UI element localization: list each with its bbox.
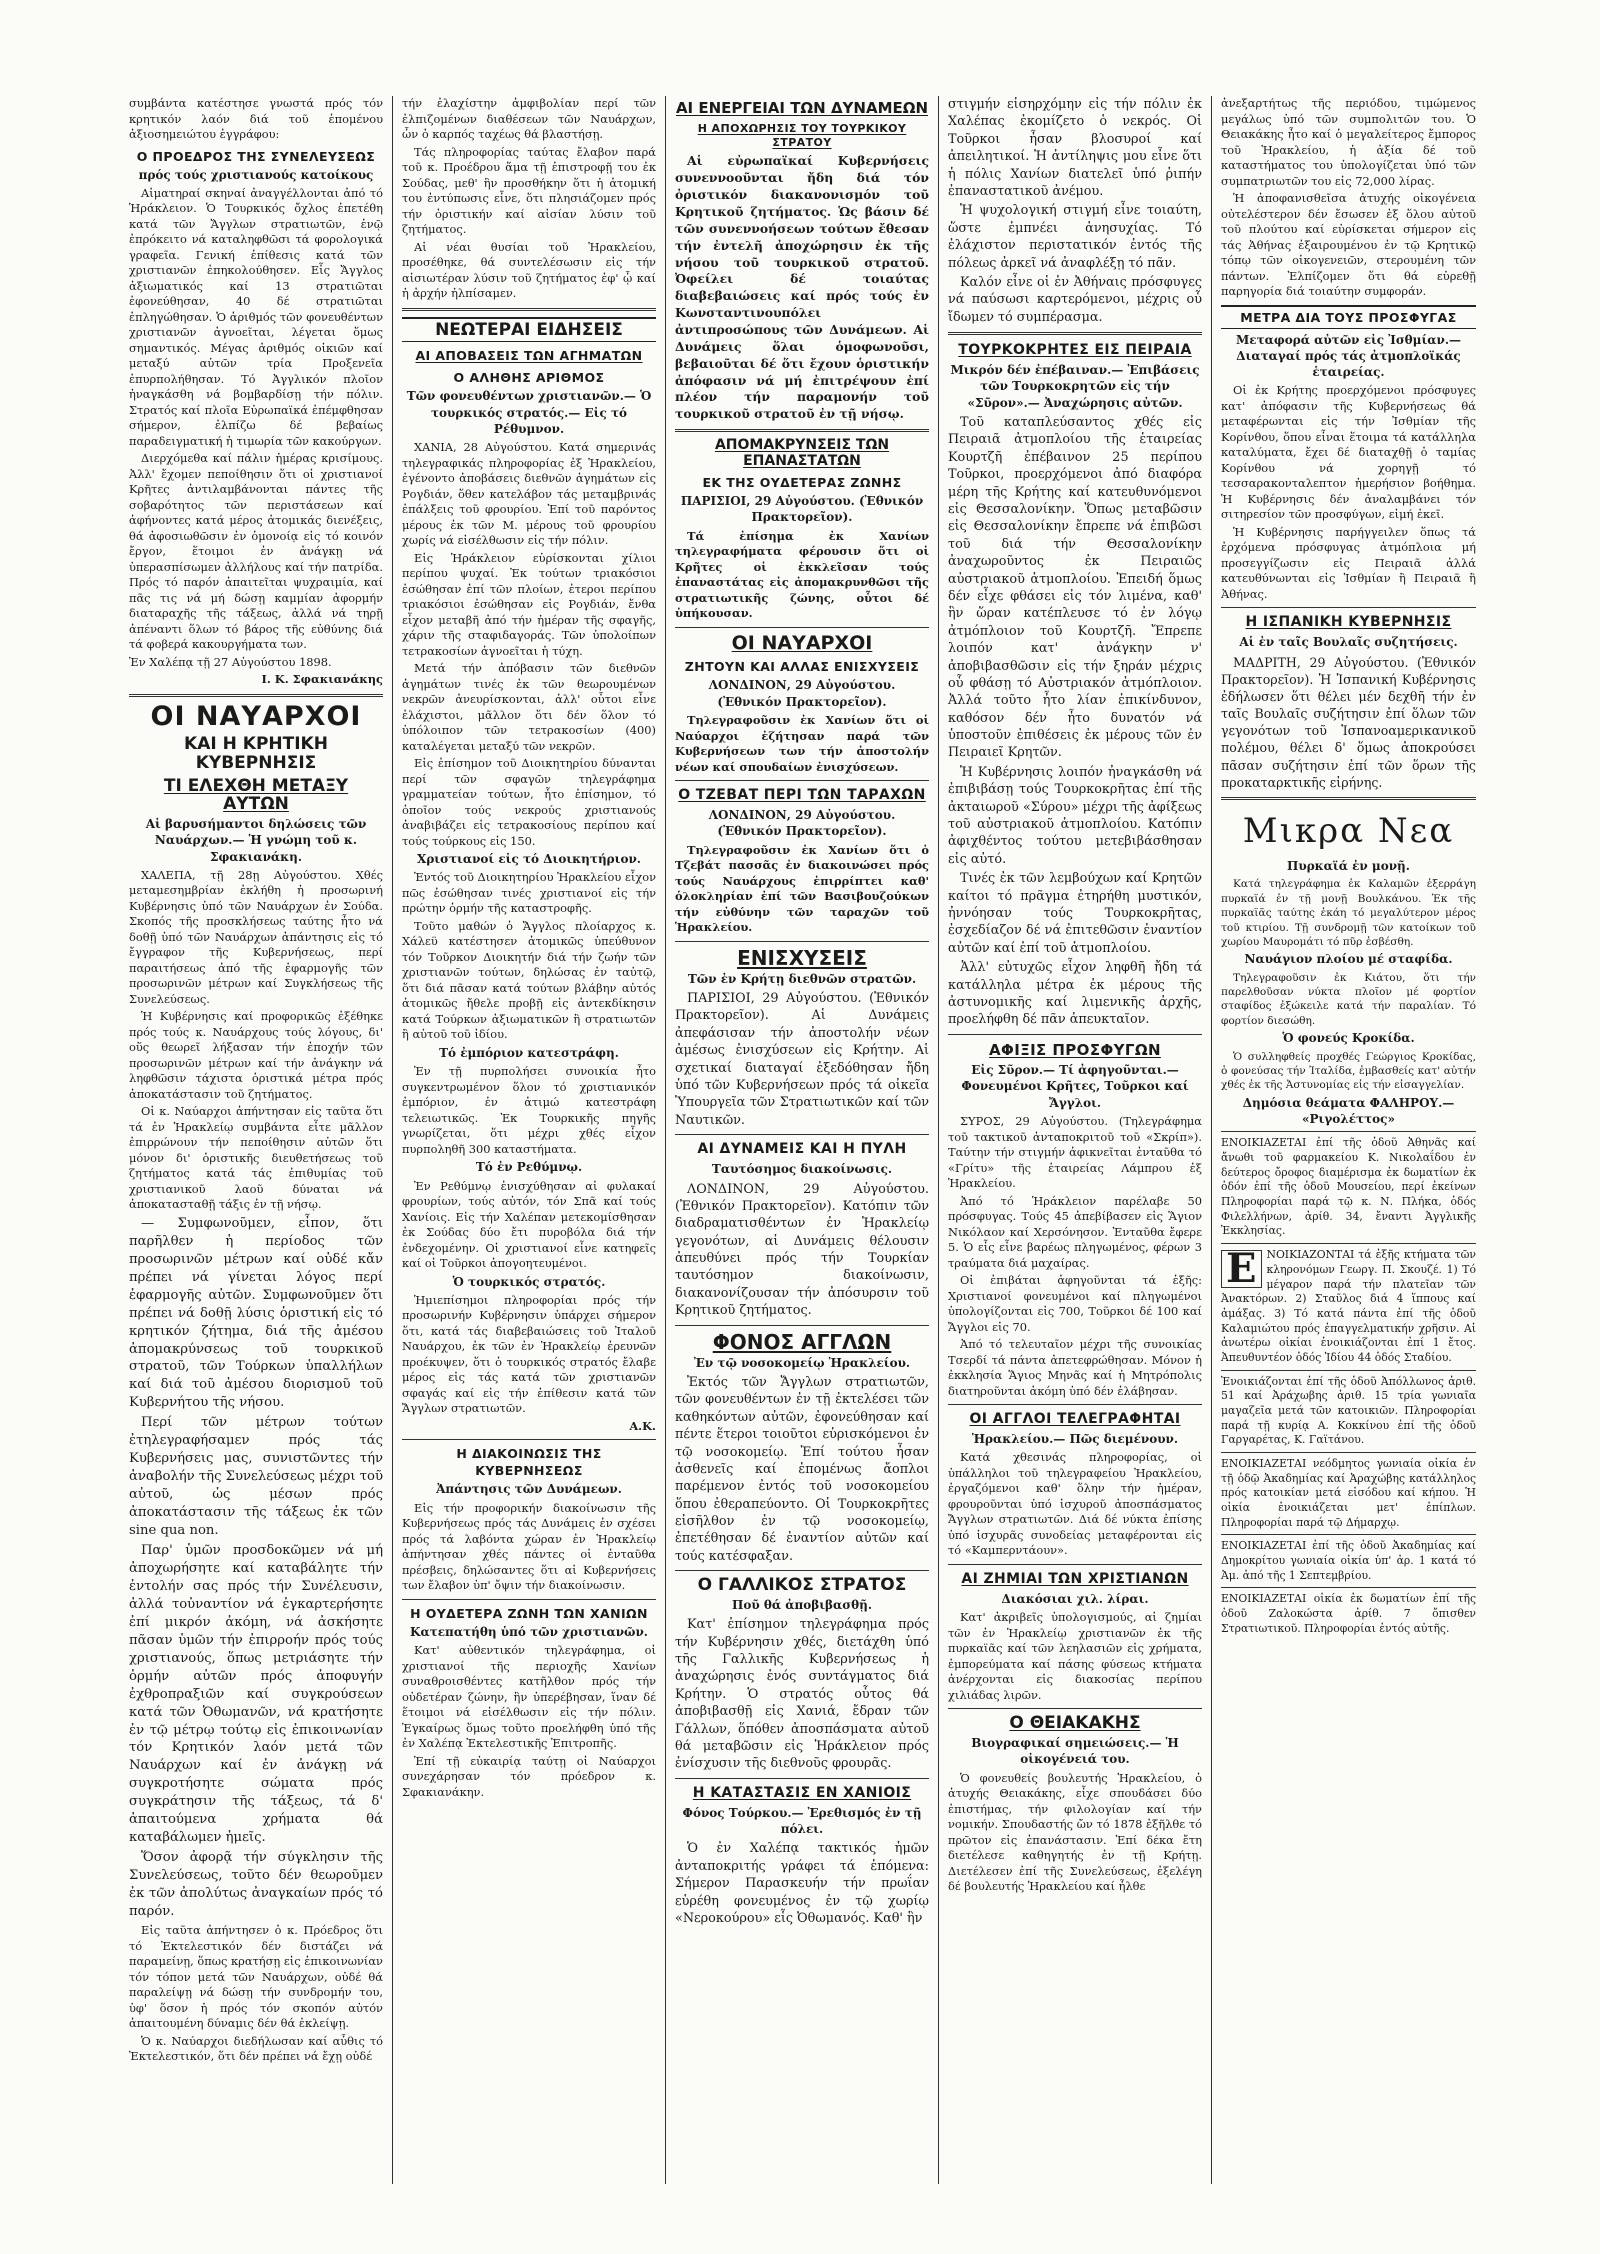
paragraph: τήν ἐλαχίστην ἀμφιβολίαν περί τῶν ἐλπιζομένων διαθέσεων τῶν Ναυάρχων, ὧν ὁ καρπός ταχέως θά βλαστήσῃ. — [402, 96, 656, 141]
paragraph: Ἐν τῇ πυρπολήσει συνοικία ἦτο συγκεντρωμένον ὅλον τό χριστιανικόν ἐμπόριον, ἐν ἀτιμώ κατεστράφη τελειωτικῶς. Ἐκ Τουρκικῆς πηγῆς γνωρίζεται, ὅτι μέχρι χθές εἶχον πυρποληθῆ 300 καταστήματα. — [402, 1064, 656, 1156]
paragraph: Διερχόμεθα καί πάλιν ἡμέρας κρισίμους. Ἀλλ' ἔχομεν πεποίθησιν ὅτι οἱ χριστιανοί Κρῆτες ἀντιλαμβάνονται πάντες τῆς σοβαρότητος τῶν περιστάσεων καί ἀφήνοντες κατά μέρος ἀτομικάς διενέξεις, θά ἀφοσιωθῶσιν ἐν ὁμονοίᾳ εἰς τό κοινόν ἔργον, ἕτοιμοι ἐν ἀνάγκῃ νά ὑπερασπίσωμεν ἀλλήλους καί τήν πατρίδα. Πρός τό παρόν ἀπαιτεῖται ψυχραιμία, καί πᾶς τις νά μή δώσῃ καμμίαν ἀφορμήν διαταραχῆς τῆς τάξεως, ἀλλά νά τηρῇ ἀπέναντι ὅλων τό βάρος τῆς εὐθύνης διά τά φοβερά κακουργήματα των. — [129, 451, 383, 652]
paragraph: Ἐν Ρεθύμνῳ ἐνισχύθησαν αἱ φυλακαί φρουρίων, τούς αὐτόν, τόν Σπᾶ καί τούς Χανίοις. Εἰς τήν Χαλέπαν μετεκομίσθησαν ἐκ Σούδας δύο ἔτι πυροβόλα διά τήν ἐνδεχομένην. Οἱ χριστιανοί εἶνε κατηφεῖς καί οἱ Τοῦρκοι ἀπογοητευμένοι. — [402, 1178, 656, 1271]
paragraph: ΠΑΡΙΣΙΟΙ, 29 Αὐγούστου. (Ἐθνικόν Πρακτορεῖον). Αἱ Δυνάμεις ἀπεφάσισαν τήν ἀποστολήν νέων ἀμέσως ἐνισχύσεων εἰς Κρήτην. Αἱ σχετικαί διαταγαί ἐξεδόθησαν ἤδη ὑπό τῶν Κυβερνήσεων πρός τά οἰκεῖα Ὑπουργεῖα τῶν Στρατιωτικῶν καί τῶν Ναυτικῶν. — [675, 991, 929, 1128]
headline: ΑΙ ΔΥΝΑΜΕΙΣ ΚΑΙ Η ΠΥΛΗ — [697, 1141, 907, 1158]
signature-name: Ι. Κ. Σφακιανάκης — [261, 672, 383, 687]
headline: ΟΙ ΝΑΥΑΡΧΟΙ — [150, 700, 362, 732]
paragraph: Τηλεγραφοῦσιν ἐκ Χανίων ὅτι οἱ Ναύαρχοι ἐζήτησαν παρά τῶν Κυβερνήσεων των τήν ἀποστολήν νέων καί σπουδαίων ἐνισχύσεων. — [675, 713, 929, 774]
headline: ΤΟΥΡΚΟΚΡΗΤΕΣ ΕΙΣ ΠΕΙΡΑΙΑ — [958, 342, 1192, 359]
ad-text: ΕΝΟΙΚΙΑΖΕΤΑΙ νεόδμητος γωνιαία οἰκία ἐν τῇ ὁδῷ Ἀκαδημίας καί Ἀραχώβης κατάλληλος πρός κατοικίαν μετά εἰσόδου καί κήπου. Ἡ οἰκία ἐνοικιάζεται μετ' ἐπίπλων. Πληροφορίαι παρά τῷ Δήμαρχῳ. — [1221, 1456, 1476, 1529]
paragraph: ΧΑΛΕΠΑ, τῇ 28ῃ Αὐγούστου. Χθές μεταμεσημβρίαν ἐκλήθη ἡ προσωρινή Κυβέρνησις ὑπό τῶν Ναυάρχων ἐν Σούδα. Σκοπός τῆς προσκλήσεως ταύτης ἦτο νά δοθῇ ὑπό τῶν Ναυάρχων ἀπάντησις εἰς τό ἔγγραφον τῆς Κυβερνήσεως, περί παραιτήσεως ἀπό τῆς ἐφαρμογῆς τῶν προσωρινῶν μέτρων καί Συγκλήσεως τῆς Συνελεύσεως. — [129, 867, 383, 1006]
paragraph: ΧΑΝΙΑ, 28 Αὐγούστου. Κατά σημερινάς τηλεγραφικάς πληροφορίας ἐξ Ἡρακλείου, ἐγένοντο ἀποβάσεις διεθνῶν ἀγημάτων εἰς Ρογδιάν, ὅθεν κατελάβον τάς μεταμβρινάς ἐπάλξεις τοῦ φρουρίου. Ἐπί τοῦ παρόντος μέρους ἐκ τῶν Μ. μέρους τοῦ φρουρίου χωρίς νά εἰσέλθωσιν εἰς τήν πόλιν. — [402, 440, 656, 548]
section-title: Μικρα Νεα — [1242, 810, 1455, 851]
paragraph: Ὁ ἐν Χαλέπᾳ τακτικός ἡμῶν ἀνταποκριτής γράφει τά ἑπόμενα: Σήμερον Παρασκευήν τήν πρωΐαν εὑρέθη φονευμένος ἐν τῷ χωρίῳ «Νεροκούρου» εἷς Ὀθωμανός. Καθ' ἣν — [675, 1841, 929, 1926]
divider — [675, 1325, 929, 1326]
subheadline: Ὁ φονεύς Κροκίδα. — [1282, 1031, 1415, 1046]
divider — [948, 1708, 1202, 1709]
paragraph: Περί τῶν μέτρων τούτων ἐτηλεγραφήσαμεν πρός τάς Κυβερνήσεις μας, συνιστῶντες τήν ἀναβολήν τῆς Συνελεύσεως μέχρι τοῦ αὐτοῦ, ὡς μέσων πρός ἀποκατάστασιν τῆς τάξεως ἐκ τῶν sine qua non. — [129, 1415, 383, 1539]
paragraph: Καλόν εἶνε οἱ ἐν Ἀθήναις πρόσφυγες νά παύσωσι καρτερόμενοι, μέχρις οὗ ἴδωμεν τό συμπέρασμα. — [948, 274, 1202, 325]
classified-ad — [1221, 1243, 1476, 1365]
paragraph: Εἰς τήν προφορικήν διακοίνωσιν τῆς Κυβερνήσεως πρός τάς Δυνάμεις ἐν σχέσει πρός τά λαβόντα χώραν ἐν Ἡρακλείῳ ἀπήντησαν χθές πάντες οἱ ἐνταῦθα πρέσβεις, δηλώσαντες ὅτι αἱ Κυβερνήσεις των ἔλαβον ὑπ' ὄψιν τήν διακοίνωσιν. — [402, 1500, 656, 1593]
paragraph: ΛΟΝΔΙΝΟΝ, 29 Αὐγούστου. (Ἐθνικόν Πρακτορεῖον). Κατόπιν τῶν διαδραματισθέντων ἐν Ἡρακλείῳ γεγονότων, αἱ Δυνάμεις θέλουσιν ἀπευθύνει πρός τήν Τουρκίαν ταυτόσημον διακοίνωσιν, διακανονίζουσαν τήν ἀπόσυρσιν τοῦ Κρητικοῦ ζητήματος. — [675, 1181, 929, 1319]
paragraph: Ἡ Κυβέρνησις παρήγγειλεν ὅπως τά ἐρχόμενα πρόσφυγας ἀτμόπλοια μή προσεγγίζωσιν εἰς Πειραιᾶ ἀλλά κατευθύνωνται εἰς Ἰσθμίαν ἢ Πειραιᾶ ἢ Ἀθήνας. — [1221, 524, 1476, 601]
paragraph: συμβάντα κατέστησε γνωστά πρός τόν κρητικόν λαόν διά τοῦ ἑπομένου ἀξιοσημειώτου ἐγγράφου: — [129, 96, 383, 141]
divider — [675, 429, 929, 432]
divider — [675, 1570, 929, 1571]
paragraph: Ὁ κ. Ναύαρχοι διεδήλωσαν καί αὖθις τό Ἐκτελεστικόν, ὅτι δέν πρέπει νά ἔχῃ οὐδέ — [129, 2033, 383, 2064]
paragraph: Τινές ἐκ τῶν λεμβούχων καί Κρητῶν καίτοι τό πρᾶγμα ἐτηρήθη μυστικόν, ἠννόησαν τούς Τουρκοκρῆτας, ἐσχεδίαζον δέ νά ἐπιτεθῶσιν ἐναντίον αὐτῶν καί ἐπί τοῦ ἀτμοπλοίου. — [948, 871, 1202, 956]
headline: ΑΙ ΖΗΜΙΑΙ ΤΩΝ ΧΡΙΣΤΙΑΝΩΝ — [961, 1570, 1189, 1587]
classified-ad — [1221, 1370, 1476, 1448]
divider — [402, 1599, 656, 1600]
subheadline: Διακόσιαι χιλ. λίραι. — [1001, 1591, 1149, 1606]
divider — [948, 1034, 1202, 1035]
headline: ΜΕΤΡΑ ΔΙΑ ΤΟΥΣ ΠΡΟΣΦΥΓΑΣ — [1221, 305, 1476, 329]
paragraph: Κατ' ἐπίσημον τηλεγράφημα πρός τήν Κυβέρνησιν χθές, διετάχθη ὑπό τῆς Γαλλικῆς Κυβερνήσεως ἡ ἀναχώρησις ἑνός συντάγματος διά Κρήτην. Ὁ στρατός οὗτος θά ἀποβιβασθῇ εἰς Χανιά, ἔδραν τῶν Γάλλων, ὅπόθεν ἀποσπάσματα αὐτοῦ θά μεταβῶσιν εἰς Ἡράκλειον πρός ἐνίσχυσιν τῆς διεθνοῦς φρουρᾶς. — [675, 1617, 929, 1772]
paragraph: Οἱ ἐπιβάται ἀφηγοῦνται τά ἑξῆς: Χριστιανοί φονευμένοι καί πληγωμένοι ὑπολογίζονται εἰς 700, Τοῦρκοι δέ 100 καί Ἄγγλοι εἰς 70. — [948, 1273, 1202, 1334]
paragraph: Τάς πληροφορίας ταύτας ἔλαβον παρά τοῦ κ. Προέδρου ἅμα τῇ ἐπιστροφῇ του ἐκ Σούδας, μεθ' ἣν προσθήκην ὅτι ἡ ἀτομική του ἐντύπωσις εἶνε, ὅτι πλησιάζομεν πρός τήν ὁριστικήν καί αἰσίαν λύσιν τοῦ ζητήματος. — [402, 144, 656, 236]
subheadline: Κατεπατήθη ὑπό τῶν χριστιανῶν. — [410, 1624, 648, 1639]
paragraph: Ἡ ψυχολογική στιγμή εἶνε τοιαύτη, ὥστε ἐμπνέει ἀνησυχίας. Τό ἐλάχιστον περιστατικόν ἐντός τῆς πόλεως ἀρκεῖ νά ἀναφλέξῃ τό πᾶν. — [948, 203, 1202, 271]
paragraph: Ἀπό τό τελευταῖον μέχρι τῆς συνοικίας Τσερδί τά πάντα ἀπετεφρώθησαν. Μόνον ἡ ἐκκλησία Ἅγιος Μηνᾶς καί ἡ Μητρόπολις διατηροῦνται ἀκόμη ὑπό δέν ἐλάβησαν. — [948, 1337, 1202, 1398]
signature-date: Ἐν Χαλέπᾳ τῇ 27 Αὐγούστου 1898. — [129, 654, 332, 669]
divider — [129, 694, 383, 697]
paragraph: Αἱ εὐρωπαϊκαί Κυβερνήσεις συνεννοοῦνται ἤδη διά τόν ὁριστικόν διακανονισμόν τοῦ Κρητικοῦ ζητήματος. Ὡς βάσιν δέ τῶν συνεννοήσεων τούτων ἔθεσαν τήν ἐντελῆ ἀποχώρησιν ἐκ τῆς νήσου τοῦ τουρκικοῦ στρατοῦ. Ὀφείλει δέ τοιαύτας διαβεβαιώσεις καί πρός τούς ἐν Κωνσταντινουπόλει ἀντιπροσώπους τῶν Δυνάμεων. Αἱ Δυνάμεις ὅλαι ὁμοφωνοῦσι, βεβαιοῦται δέ ὅτι ἔχουν ὁριστικήν ἀπόφασιν νά μή ἐπιτρέψουν ἐπί πλέον τήν παραμονήν τοῦ τουρκικοῦ στρατοῦ ἐν τῇ νήσῳ. — [675, 153, 929, 422]
paragraph: Εἰς Ἡράκλειον εὑρίσκονται χίλιοι περίπου ψυχαί. Ἐκ τούτων τριακόσιοι ἐσώθησαν ἐπί τῶν πλοίων, ἐτεροι περίπου τριακόσιοι ἐσώθησαν εἰς Ρογδιάν, ἔνθα εἶχον μεταβῆ ἀπό τήν ἡμέραν τῆς σφαγῆς, χάριν τῆς σταφιδαγοράς. Τῶν ὑπολοίπων τετρακοσίων ἀγνοεῖται ἡ τύχη. — [402, 550, 656, 658]
headline: ΑΙ ΑΠΟΒΑΣΕΙΣ ΤΩΝ ΑΓΗΜΑΤΩΝ — [415, 348, 643, 364]
classified-ad — [1221, 1452, 1476, 1530]
subheadline: Αἱ ἐν ταῖς Βουλαῖς συζητήσεις. — [1239, 635, 1458, 650]
classified-ad — [1221, 1587, 1476, 1636]
subheadline: Αἱ βαρυσήμαντοι δηλώσεις τῶν Ναυάρχων.— Ἡ γνώμη τοῦ κ. Σφακιανάκη. — [145, 816, 367, 864]
paragraph: Ὁ φονευθείς βουλευτής Ἡρακλείου, ὁ ἀτυχής Θειακάκης, εἶχε σπουδάσει δύο ἐπιστήμας, τήν φιλολογίαν καί τήν νομικήν. Σπουδαστής ὤν τό 1878 ἐξῆλθε τό πρῶτον εἰς ἐπανάστασιν. Ἐπί δέκα ἔτη διετέλεσε καθηγητής ἐν τῇ Κρήτῃ. Διετέλεσεν ἐπί τῆς Συνελεύσεως, ἐξελέγη δέ βουλευτής Ἡρακλείου καί ἦλθε — [948, 1770, 1202, 1894]
subheadline: Ἐν τῷ νοσοκομείῳ Ἡρακλείου. — [693, 1355, 911, 1370]
paragraph: στιγμήν εἰσηρχόμην εἰς τήν πόλιν ἐκ Χαλέπας ἐκομίζετο ὁ νεκρός. Οἱ Τοῦρκοι ἦσαν βλοσυροί καί ἀπειλητικοί. Ἡ ἀντίληψις μου εἶνε ὅτι ἡ πόλις Χανίων διατελεῖ ὑπό ῥιπήν ἐπαναστατικοῦ ἀνέμου. — [948, 97, 1202, 199]
paragraph: Ἡμιεπίσημοι πληροφορίαι πρός τήν προσωρινήν Κυβέρνησιν ὑπάρχει σήμερον ὅτι, κατά τάς διαβεβαιώσεις τοῦ Ἰταλοῦ Ναυάρχου, ἐκ τῶν ἐν Ἡρακλείῳ ἐρευνῶν προέκυψεν, ὅτι ὁ τουρκικός στρατός ἔλαβε μέρος εἰς τάς κατά τῶν χριστιανῶν σφαγάς καί εἰς τήν ἐπίθεσιν κατά τῶν Ἄγγλων στρατιωτῶν. — [402, 1292, 656, 1416]
headline: Η ΚΑΤΑΣΤΑΣΙΣ ΕΝ ΧΑΝΙΟΙΣ — [692, 1784, 912, 1801]
headline: ΟΙ ΑΓΓΛΟΙ ΤΕΛΕΓΡΑΦΗΤΑΙ — [969, 1411, 1181, 1428]
paragraph: Ὁ συλληφθείς προχθές Γεώργιος Κροκίδας, ὁ φονεύσας τήν Ἰταλίδα, ἐμβασθείς κατ' αὐτήν χθές ἐκ τῆς Ἀστυνομίας εἰς τήν εἰσαγγελίαν. — [1221, 1050, 1476, 1092]
divider — [948, 332, 1202, 335]
subheadline: Ὁ τουρκικός στρατός. — [452, 1274, 606, 1289]
headline: Η ΙΣΠΑΝΙΚΗ ΚΥΒΕΡΝΗΣΙΣ — [1245, 614, 1452, 631]
subheadline: πρός τούς χριστιανούς κατοίκους — [138, 167, 374, 182]
headline: Ο ΠΡΟΕΔΡΟΣ ΤΗΣ ΣΥΝΕΛΕΥΣΕΩΣ — [136, 148, 376, 164]
subheadline: Πυρκαϊά ἐν μονῇ. — [1287, 859, 1410, 874]
headline: Ο ΑΛΗΘΗΣ ΑΡΙΘΜΟΣ — [453, 370, 605, 386]
paragraph: Ὅσον ἀφορᾷ τήν σύγκλησιν τῆς Συνελεύσεως, τοῦτο δέν θεωροῦμεν ἐκ τῶν ἀπολύτως ἀναγκαίων πρός τό παρόν. — [129, 1850, 383, 1920]
headline: ΑΠΟΜΑΚΡΥΝΣΕΙΣ ΤΩΝ ΕΠΑΝΑΣΤΑΤΩΝ — [714, 437, 890, 469]
divider — [675, 1778, 929, 1779]
paragraph: Αἱ νέαι θυσίαι τοῦ Ἡρακλείου, προσέθηκε, θά συντελέσωσιν εἰς τήν αἰσιωτέραν λύσιν τοῦ ζητήματος ἐφ' ᾧ καί ἡ ἀρχήν ἠλπίσαμεν. — [402, 239, 656, 300]
paragraph: Τοῦτο μαθών ὁ Ἄγγλος πλοίαρχος κ. Χάλεϋ κατέστησεν ἀτομικῶς ὑπεύθυνον τόν Τοῦρκον Διοικητήν διά τήν ζωήν τῶν χριστιανῶν τούτων, δηλώσας ἐν ταὐτῷ, ὅτι διά πᾶσαν κατά τούτων βλάβην αὐτός ἀτομικῶς ἤθελε προβῇ εἰς ἀντεκδίκησιν κατά Τούρκων ἀξιωματικῶν ἢ στρατιωτῶν ἢ αὐτοῦ τοῦ ἰδίου. — [402, 918, 656, 1042]
paragraph: Ἐκτός τῶν Ἄγγλων στρατιωτῶν, τῶν φονευθέντων ἐν τῇ ἐκτελέσει τῶν καθηκόντων αὐτῶν, ἐφονεύθησαν καί πέντε ἕτεροι τοιοῦτοι εὑρισκόμενοι ἐν τῷ νοσοκομείῳ. Ἐπί τούτου ἦσαν ἀσθενεῖς καί ἑπομένως ἄοπλοι παρέμενον ἐντός τοῦ νοσοκομείου ὅπου ἐθεραπεύοντο. Οἱ Τουρκοκρῆτες εἰσῆλθον ἐν τῷ νοσοκομείῳ, ἐπετέθησαν δέ ἐναντίον αὐτῶν καί τούς κατέσφαξαν. — [675, 1374, 929, 1564]
dateline: ΛΟΝΔΙΝΟΝ, 29 Αὐγούστου. (Ἐθνικόν Πρακτορεῖον). — [708, 678, 896, 709]
headline: ΦΟΝΟΣ ΑΓΓΛΩΝ — [712, 1329, 892, 1354]
paragraph: Τηλεγραφοῦσιν ἐκ Χανίων ὅτι ὁ Τζεβάτ πασσᾶς ἐν διακοινώσει πρός τούς Ναυάρχους ἐπιρρίπτει καθ' ὁλοκληρίαν ἐπί τῶν Βασιβουζούκων τήν εὐθύνην τῶν ταραχῶν τοῦ Ἡρακλείου. — [675, 842, 929, 935]
divider — [402, 1439, 656, 1440]
paragraph: Αἱματηραί σκηναί ἀναγγέλλονται ἀπό τό Ἡράκλειον. Ὁ Τουρκικός ὄχλος ἐπετέθη κατά τῶν Ἄγγλων στρατιωτῶν, ἐνῷ ἐπρόκειτο νά καταληφθῶσι τά φορολογικά γραφεῖα. Γενική ἐπίθεσις κατά τῶν χριστιανῶν ἐπηκολούθησεν. Εἷς Ἄγγλος ἀξιωματικός καί 13 στρατιῶται ἐφονεύθησαν, 40 δέ στρατιῶται ἐπληγώθησαν. Ὁ ἀριθμός τῶν φονευθέντων χριστιανῶν ἀγνοεῖται, λέγεται ὅμως σημαντικός. Μέγας ἀριθμός οἰκιῶν καί μεταξύ αὐτῶν τρία Προξενεῖα ἐπυρπολήθησαν. Τό Ἀγγλικόν πλοῖον ἠναγκάσθη νά βομβαρδίσῃ τήν πόλιν. Στρατός καί πλοῖα Εὐρωπαϊκά ἐπέμφθησαν σήμερον, ἐλπίζω δέ βεβαίως παραδειγματική ἡ τιμωρία τῶν κακούργων. — [129, 185, 383, 448]
divider — [402, 308, 656, 311]
subheadline: Φόνος Τούρκου.— Ἐρεθισμός ἐν τῇ πόλει. — [682, 1805, 922, 1837]
column-2 — [393, 96, 666, 2184]
headline: ΤΙ ΕΛΕΧΘΗ ΜΕΤΑΞΥ ΑΥΤΩΝ — [163, 775, 349, 815]
subheadline: Μεταφορά αὐτῶν εἰς Ἰσθμίαν.— Διαταγαί πρός τάς ἀτμοπλοϊκάς ἑταιρείας. — [1235, 332, 1462, 380]
ad-text: Ἐνοικιάζονται ἐπί τῆς ὁδοῦ Ἀπόλλωνος ἀριθ. 51 καί Ἀράχωβης ἀριθ. 15 τρία γωνιαῖα μαγαζεῖα μετά τῶν κατοικιῶν. Πληροφορίαι παρά τῇ κυρίᾳ Α. Κοκκίνου ἐπί τῆς ὁδοῦ Γαργαρέτας, Κ. Γαϊτάνου. — [1221, 1374, 1476, 1447]
ad-text: ΝΟΙΚΙΑΖΟΝΤΑΙ τά ἑξῆς κτήματα τῶν κληρονόμων Γεωργ. Π. Σκουζέ. 1) Τό μέγαρον παρά τήν πλατεῖαν τῶν Ἀνακτόρων. 2) Σταῦλος διά 4 ἵππους καί ἀμάξας. 3) Τό κατά πάντα ἐπί τῆς ὁδοῦ Καλαμιώτου πρός ἐπαγγελματικήν χρῆσιν. Αἱ ἀνωτέρω οἰκίαι ἐνοικιάζονται ἐπί 1 ἔτος. Ἀπευθυντέον ὁδός Ἰδίου 44 ὁδός Σταδίου. — [1221, 1248, 1476, 1364]
paragraph: Ἀπό τό Ἡράκλειον παρέλαβε 50 πρόσφυγας. Τούς 45 ἀπεβίβασεν εἰς Ἅγιον Νικόλαον καί Χερσόνησον. Ἐνταῦθα ἔφερε 5. Ὁ εἷς εἶνε βαρέως πληγωμένος, φέρων 3 τραύματα διά μαχαίρας. — [948, 1193, 1202, 1270]
subheadline: Χριστιανοί εἰς τό Διοικητήριον. — [417, 852, 641, 867]
subheadline: Ἀπάντησις τῶν Δυνάμεων. — [436, 1482, 622, 1497]
paragraph: Ἐντός τοῦ Διοικητηρίου Ἡρακλείου εἶχον πῶς ἐσώθησαν τινές χριστιανοί εἰς τήν πρώτην ὁρμήν τῆς καταστροφῆς. — [402, 870, 657, 916]
headline: Η ΔΙΑΚΟΙΝΩΣΙΣ ΤΗΣ ΚΥΒΕΡΝΗΣΕΩΣ — [456, 1446, 602, 1479]
subheadline: Ναυάγιον πλοίου μέ σταφίδα. — [1244, 952, 1453, 967]
divider — [948, 1564, 1202, 1565]
subheadline: Τό ἐμπόριον κατεστράφη. — [439, 1045, 619, 1060]
column-1 — [120, 96, 393, 2184]
headline: ΖΗΤΟΥΝ ΚΑΙ ΑΛΛΑΣ ΕΝΙΣΧΥΣΕΙΣ — [684, 659, 920, 675]
paragraph: Ἐπί τῇ εὐκαιρίᾳ ταύτῃ οἱ Ναύαρχοι συνεχάρησαν τόν πρόεδρον κ. Σφακιανάκην. — [402, 1753, 656, 1799]
paragraph: Μετά τήν ἀπόβασιν τῶν διεθνῶν ἀγημάτων τινές ἐκ τῶν θεωρουμένων νεκρῶν ἀνευρίσκονται, ἀλλ' οὗτοι εἶνε ἐλάχιστοι, μᾶλλον ὅτι δέν ὅλον τό ὑπόλοιπον τῶν τετρακοσίων (400) καταλέγεται μεταξύ τῶν νεκρῶν. — [402, 661, 656, 753]
divider — [675, 780, 929, 781]
paragraph: Ἀλλ' εὐτυχῶς εἶχον ληφθῆ ἤδη τά κατάλληλα μέτρα ἐκ μέρους τῆς ἀστυνομικῆς καί λιμενικῆς ἀρχῆς, προελήφθη δέ πᾶν ἀπευκταῖον. — [948, 960, 1202, 1028]
headline: ΟΙ ΝΑΥΑΡΧΟΙ — [731, 631, 873, 654]
divider — [948, 1404, 1202, 1405]
subheadline: Τό ἐν Ρεθύμνῳ. — [475, 1160, 583, 1175]
paragraph: Ἡ Κυβέρνησις λοιπόν ἠναγκάσθη νά ἐπιβιβάσῃ τούς Τουρκοκρῆτας ἐπί τῆς ἀκταιωροῦ «Σύρου» μέχρι τῆς ἀφίξεως τοῦ αὐστριακοῦ ἀτμοπλοίου. Κατόπιν ἀφιχθέντος τούτου μετεβιβάσθησαν εἰς αὐτό. — [948, 764, 1202, 867]
column-3 — [666, 96, 939, 2184]
classified-ad — [1221, 1131, 1476, 1239]
ad-text: ΕΝΟΙΚΙΑΖΕΤΑΙ ἐπί τῆς ὁδοῦ Ἀθηνᾶς καί ἄνωθι τοῦ φαρμακείου Κ. Νικολαΐδου ἐν δεύτερος ὄροφος διαμέρισμα ἐκ δωματίων ἐκ ὁδόν ἐπί τῆς ὁδοῦ Μουσείου, περί ἐκείνων Πληροφορίαι παρά τῷ κ. Ν. Πλήκα, ὁδός Φιλελλήνων, ἀρίθ. 34, ἔναντι Ἀγγλικῆς Ἐκκλησίας. — [1221, 1136, 1476, 1238]
headline: Ο ΤΖΕΒΑΤ ΠΕΡΙ ΤΩΝ ΤΑΡΑΧΩΝ — [678, 787, 926, 804]
headline: ΑΙ ΕΝΕΡΓΕΙΑΙ ΤΩΝ ΔΥΝΑΜΕΩΝ — [675, 99, 929, 117]
paragraph: ΜΑΔΡΙΤΗ, 29 Αὐγούστου. (Ἐθνικόν Πρακτορεῖον). Ἡ Ἱσπανική Κυβέρνησις ἐδήλωσεν ὅτι θέλει μέν δεχθῆ τήν ἐν ταῖς Βουλαῖς συζήτησιν ἐπί ὅλων τῶν γεγονότων τοῦ Ἱσπανοαμερικανικοῦ πολέμου, θέλει δ' ὅμως ἀποκρούσει πᾶσαν συζήτησιν ἐπί τῶν ὅρων τῆς προκαταρκτικῆς εἰρήνης. — [1221, 654, 1476, 790]
dateline: ΠΑΡΙΣΙΟΙ, 29 Αὐγούστου. (Ἐθνικόν Πρακτορεῖον). — [680, 493, 924, 525]
divider — [675, 627, 929, 628]
subheadline: Βιογραφικαί σημειώσεις.— Ἡ οἰκογένειά του. — [971, 1735, 1179, 1767]
column-5 — [1212, 96, 1485, 2184]
divider — [1221, 797, 1476, 800]
paragraph: Κατά χθεσινάς πληροφορίας, οἱ ὑπάλληλοι τοῦ τηλεγραφείου Ἡρακλείου, ἐργαζόμενοι καθ' ὅλην τήν ἡμέραν, φρουροῦνται ὑπό ἰσχυροῦ ἀποσπάσματος Ἄγγλων στρατιωτῶν. Διά δέ νύκτα ἐπίσης ὑπό ἰσχυρᾶς συνοδείας μεταφέρονται εἰς τό «Καμπερντάουν». — [948, 1450, 1202, 1558]
headline: ΚΑΙ Η ΚΡΗΤΙΚΗ ΚΥΒΕΡΝΗΣΙΣ — [184, 734, 328, 773]
dateline: ΛΟΝΔΙΝΟΝ, 29 Αὐγούστου. (Ἐθνικόν Πρακτορεῖον). — [708, 808, 896, 839]
paragraph: ἀνεξαρτήτως τῆς περιόδου, τιμώμενος μεγάλως ὑπό τῶν συμπολιτῶν του. Ὁ Θειακάκης ἦτο καί ὁ μεγαλείτερος ἔμπορος τοῦ Ἡρακλείου, ἡ ἀξία δέ τοῦ καταστήματος του ὑπολογίζεται ὑπό τῶν συμπατριωτῶν του εἰς 72,000 λίρας. — [1221, 96, 1476, 188]
paragraph: ΣΥΡΟΣ, 29 Αὐγούστου. (Τηλεγράφημα τοῦ τακτικοῦ ἀνταποκριτοῦ τοῦ «Σκρίπ»). Ταύτην τήν στιγμήν ἀφικνεῖται ἐνταῦθα τό «Γρίτυ» τῆς ἑταιρείας Λάμπρου ἐξ Ἡρακλείου. — [948, 1114, 1202, 1191]
ad-text: ΕΝΟΙΚΙΑΖΕΤΑΙ οἰκία ἐκ δωματίων ἐπί τῆς ὁδοῦ Ζαλοκώστα ἀρίθ. 7 ὄπισθεν Στρατιωτικοῦ. Πληροφορίαι ἐντός αὐτῆς. — [1221, 1592, 1476, 1635]
paragraph: Οἱ ἐκ Κρήτης προερχόμενοι πρόσφυγες κατ' ἀπόφασιν τῆς Κυβερνήσεως θά μεταφέρωνται εἰς τήν Ἰσθμίαν τῆς Κορίνθου, ὅπου εἶναι ἕτοιμα τά κατάλληλα καταλύματα, ἔχει δέ διαταχθῇ ὁ ταμίας Κορίνθου νά χορηγῇ τό τεσσαρακονταλεπτον ἡμερήσιον βοήθημα. Ἡ Κυβέρνησις δέν ἀναλαμβάνει τόν σιτηρεσίον τῶν προσφύγων, εἰμή ἐκεῖ. — [1221, 383, 1476, 522]
paragraph: Εἰς ἐπίσημον τοῦ Διοικητηρίου δύνανται περί τῶν σφαγῶν τηλεγράφημα γραμματείαν τούτων, ἦτο ἐπίσημον, τό ὁποῖον τούς νεκρούς χριστιανούς ἀναβιβάζει εἰς τετρακοσίους περίπου καί τούς τούρκους εἰς 150. — [402, 756, 656, 848]
headline: ΕΚ ΤΗΣ ΟΥΔΕΤΕΡΑΣ ΖΩΝΗΣ — [702, 474, 902, 490]
subheadline: Τῶν φονευθέντων χριστιανῶν.— Ὁ τουρκικός στρατός.— Εἰς τό Ρέθυμνον. — [406, 389, 652, 436]
headline: ΑΦΙΞΙΣ ΠΡΟΣΦΥΓΩΝ — [989, 1040, 1161, 1059]
divider — [675, 941, 929, 942]
paragraph: Εἰς ταῦτα ἀπήντησεν ὁ κ. Πρόεδρος ὅτι τό Ἐκτελεστικόν δέν διστάζει νά παραμείνῃ, ὅπως κρατήσῃ εἰς ἐπικοινωνίαν τόν τόπον μετά τῶν Ναυάρχων, οὐδέ θά παραλείψῃ νά δώσῃ τήν συνδρομήν του, ὑφ' ὅσον ἡ πρός τόν σκοπόν αὐτόν ἀπαιτουμένη δύναμις δέν θά ἐκλείψῃ. — [129, 1923, 383, 2031]
headline: Ο ΓΑΛΛΙΚΟΣ ΣΤΡΑΤΟΣ — [697, 1575, 907, 1596]
headline: Ο ΘΕΙΑΚΑΚΗΣ — [1009, 1713, 1141, 1734]
divider — [675, 1134, 929, 1135]
ad-text: ΕΝΟΙΚΙΑΖΕΤΑΙ ἐπί τῆς ὁδοῦ Ἀκαδημίας καί Δημοκρίτου γωνιαία οἰκία ὑπ' ἀρ. 1 κατά τό Ἀμ. ἀπό τῆς 1 Σεπτεμβρίου. — [1221, 1539, 1476, 1582]
headline: ΕΝΙΣΧΥΣΕΙΣ — [737, 945, 867, 970]
paragraph: Κατ' ἀκριβεῖς ὑπολογισμούς, αἱ ζημίαι τῶν ἐν Ἡρακλείῳ χριστιανῶν ἐκ τῆς πυρκαϊᾶς καί τῶν λεηλασιῶν εἰς χρήματα, ἐμπορεύματα καί πάσης φύσεως κτήματα ἀνέρχονται εἰς διακοσίας περίπου χιλιάδας λιρῶν. — [948, 1610, 1202, 1702]
signature: Α.Κ. — [629, 1418, 656, 1433]
paragraph: Ἡ ἀποφανισθεῖσα ἀτυχής οἰκογένεια οὐτελέστερον δέν ἔσωσεν ἐξ ὅλου αὐτοῦ τοῦ πλούτου καί εὑρίσκεται σήμερον εἰς τάς Ἀθήνας ἐξαιρουμένου ἐν τῷ Κρητικῷ τόπῳ τῶν οἰκογενειῶν, στερουμένη τῶν πάντων. Ἐλπίζομεν ὅτι θά εὑρεθῇ παρηγορία διά τοιαύτην συμφοράν. — [1221, 191, 1476, 298]
paragraph: Παρ' ὑμῶν προσδοκῶμεν νά μή ἀποχωρήσητε καί καταβάλητε τήν ἐντολήν σας πρός τήν Συνέλευσιν, ἀλλά τοὐναντίον νά ἐγκαρτερήσητε ἐπί μικρόν ἀκόμη, νά ἀσκήσητε πᾶσαν ὑμῶν τήν ἐπιρροήν πρός τούς χριστιανούς, ὅπως μετριάσητε τήν ὁρμήν αὐτῶν πρός ἀποφυγήν ἐχθροπραξιῶν καί συγκρούσεων κατά τῶν Ὀθωμανῶν, νά κρατήσητε ἐν τῷ μέτρῳ τούτῳ εἰς ἐπικοινωνίαν τόν Κρητικόν λαόν μετά τῶν Ναυάρχων καί ἐν ἀνάγκῃ νά συγκροτήσητε σώματα πρός συγκράτησιν τῆς τάξεως, τά δ' ἀπαιτούμενα χρήματα θά καταβάλωμεν ἡμεῖς. — [129, 1543, 383, 1846]
paragraph: — Συμφωνοῦμεν, εἶπον, ὅτι παρῆλθεν ἡ περίοδος τῶν προσωρινῶν μέτρων καί οὐδέ κἄν πρέπει νά γίνεται λόγος περί ἐφαρμογῆς αὐτῶν. Συμφωνοῦμεν ὅτι πρέπει νά δοθῇ λύσις ὁριστική εἰς τό κρητικόν ζήτημα, διά τῆς ἀμέσου ἀπομακρύνσεως τοῦ τουρκικοῦ στρατοῦ, τῶν Τούρκων ὑπαλλήλων καί διά τοῦ ἀμέσου διορισμοῦ τοῦ Κυβερνήτου τῆς νήσου. — [129, 1215, 383, 1411]
paragraph: Τηλεγραφοῦσιν ἐκ Κιάτου, ὅτι τήν παρελθοῦσαν νύκτα πλοῖον μέ φορτίον σταφίδος ἐξώκειλε κατά τήν παραλίαν. Τό φορτίον διεσώθη. — [1221, 971, 1476, 1027]
headline: Η ΑΠΟΧΩΡΗΣΙΣ ΤΟΥ ΤΟΥΡΚΙΚΟΥ ΣΤΡΑΤΟΥ — [697, 121, 907, 150]
paragraph: Ἡ Κυβέρνησις καί προφορικῶς ἐξέθηκε πρός τούς κ. Ναυάρχους τούς λόγους, δι' οὕς θεωρεῖ λήξασαν τήν ἐποχήν τῶν προσωρινῶν μέτρων καί τήν ἀνάγκην νά ληφθῶσιν τάχιστα ὁριστικά μέτρα πρός ἀποκατάστασιν τοῦ ζητήματος. — [129, 1009, 383, 1101]
classified-ad — [1221, 1534, 1476, 1583]
paragraph: Οἱ κ. Ναύαρχοι ἀπήντησαν εἰς ταῦτα ὅτι τά ἐν Ἡρακλείῳ συμβάντα εἶτε μᾶλλον ἐπιρρώνουν τήν πεποίθησιν αὐτῶν ὅτι μόνον δι' ὁριστικῆς διευθετήσεως τοῦ ζητήματος κατά τάς ἐπιθυμίας τοῦ χριστιανικοῦ λαοῦ δύναται νά ἀποκατασταθῇ τάξις ἐν τῇ νήσῳ. — [129, 1104, 383, 1212]
subheadline: Εἰς Σῦρον.— Τί ἀφηγοῦνται.— Φονευμένοι Κρῆτες, Τοῦρκοι καί Ἄγγλοι. — [961, 1063, 1189, 1110]
paragraph: Τοῦ καταπλεύσαντος χθές εἰς Πειραιᾶ ἀτμοπλοίου τῆς ἑταιρείας Κουρτζῆ ἐπέβαινον 25 περίπου Τοῦρκοι, προερχόμενοι ἀπό διαφόρα μέρη τῆς Κρήτης καί κατευθυνόμενοι εἰς Θεσσαλονίκην. Ὅπως μεταβῶσιν εἰς Θεσσαλονίκην ἔπρεπε νά ἐπιβῶσι τοῦ διά τήν Θεσσαλονίκην ἀναχωροῦντος ἐκ Πειραιῶς αὐστριακοῦ ἀτμοπλοίου. Ἐπειδή ὅμως δέν εἶχε φθάσει εἰς τόν λιμένα, καθ' ἣν ὥραν κατέπλευσε τό ἐν λόγῳ ἀτμόπλοιον τοῦ Κουρτζῆ. Ἔπρεπε λοιπόν κατ' ἀνάγκην ν' ἀποβιβασθῶσιν εἰς τήν ξηράν μέχρις οὗ φθάσῃ τό Αὐστριακόν ἀτμόπλοιον. Ἀλλά τοῦτο ἦτο λίαν ἐπικίνδυνον, καθόσον δέν ἦτο δυνατόν νά ὑποστοῦν ἐπιθέσεις ἐκ μέρους τῶν ἐν Πειραιεῖ Κρητῶν. — [948, 415, 1202, 761]
subheadline: Ἡρακλείου.— Πῶς διεμένουν. — [971, 1432, 1179, 1447]
paragraph: Κατ' αὐθεντικόν τηλεγράφημα, οἱ χριστιανοί τῆς περιοχῆς Χανίων συναθροισθέντες κατῆλθον πρός τήν οὐδετέραν ζώνην, ἣν ὑπερέβησαν, ἵναν δέ ἕτοιμοι νά εἰσέλθωσιν εἰς τήν πόλιν. Ἐγκαίρως ὅμως τοῦτο προελήφθη ὑπό τῆς ἐν Χαλέπᾳ Ἐκτελεστικῆς Ἐπιτροπῆς. — [402, 1643, 656, 1750]
subheadline: Ποῦ θά ἀποβιβασθῇ. — [731, 1597, 872, 1612]
subheadline: Μικρόν δέν ἐπέβαιναν.— Ἐπιβάσεις τῶν Τουρκοκρητῶν εἰς τήν «Σῦρον».— Ἀναχώρησις αὐτῶν. — [950, 363, 1200, 410]
divider — [1221, 607, 1476, 608]
headline: Η ΟΥΔΕΤΕΡΑ ΖΩΝΗ ΤΩΝ ΧΑΝΙΩΝ — [410, 1605, 648, 1621]
drop-cap: Ε — [1221, 1250, 1262, 1288]
subheadline: Ταυτόσημος διακοίνωσις. — [711, 1162, 893, 1177]
headline: ΝΕΩΤΕΡΑΙ ΕΙΔΗΣΕΙΣ — [402, 317, 656, 343]
paragraph: Τά ἐπίσημα ἐκ Χανίων τηλεγραφήματα φέρουσιν ὅτι οἱ Κρῆτες οἱ ἐκκλεῖσαν τούς ἐπαναστάτας εἰς ἀπομακρυνθῶσι τῆς στρατιωτικῆς ζώνης, οὗτοι δέ ὑπήκουσαν. — [675, 528, 929, 621]
column-4 — [939, 96, 1212, 2184]
subheadline: Τῶν ἐν Κρήτῃ διεθνῶν στρατῶν. — [687, 971, 917, 986]
paragraph: Κατά τηλεγράφημα ἐκ Καλαμῶν ἐξερράγη πυρκαϊά ἐν τῇ μονῇ Βουλκάνου. Ἐκ τῆς πυρκαϊᾶς ταύτης ἐκάη τό μεγαλύτερον μέρος τοῦ κτιρίου. Τῇ συνδρομῇ τῶν κατοίκων τοῦ χωρίου Μαυρομάτι τό πῦρ ἐσβέσθη. — [1221, 878, 1476, 948]
subheadline: Δημόσια θεάματα ΦΑΛΗΡΟΥ.— «Ριγολέττος» — [1242, 1095, 1455, 1127]
columns — [120, 96, 1508, 2184]
